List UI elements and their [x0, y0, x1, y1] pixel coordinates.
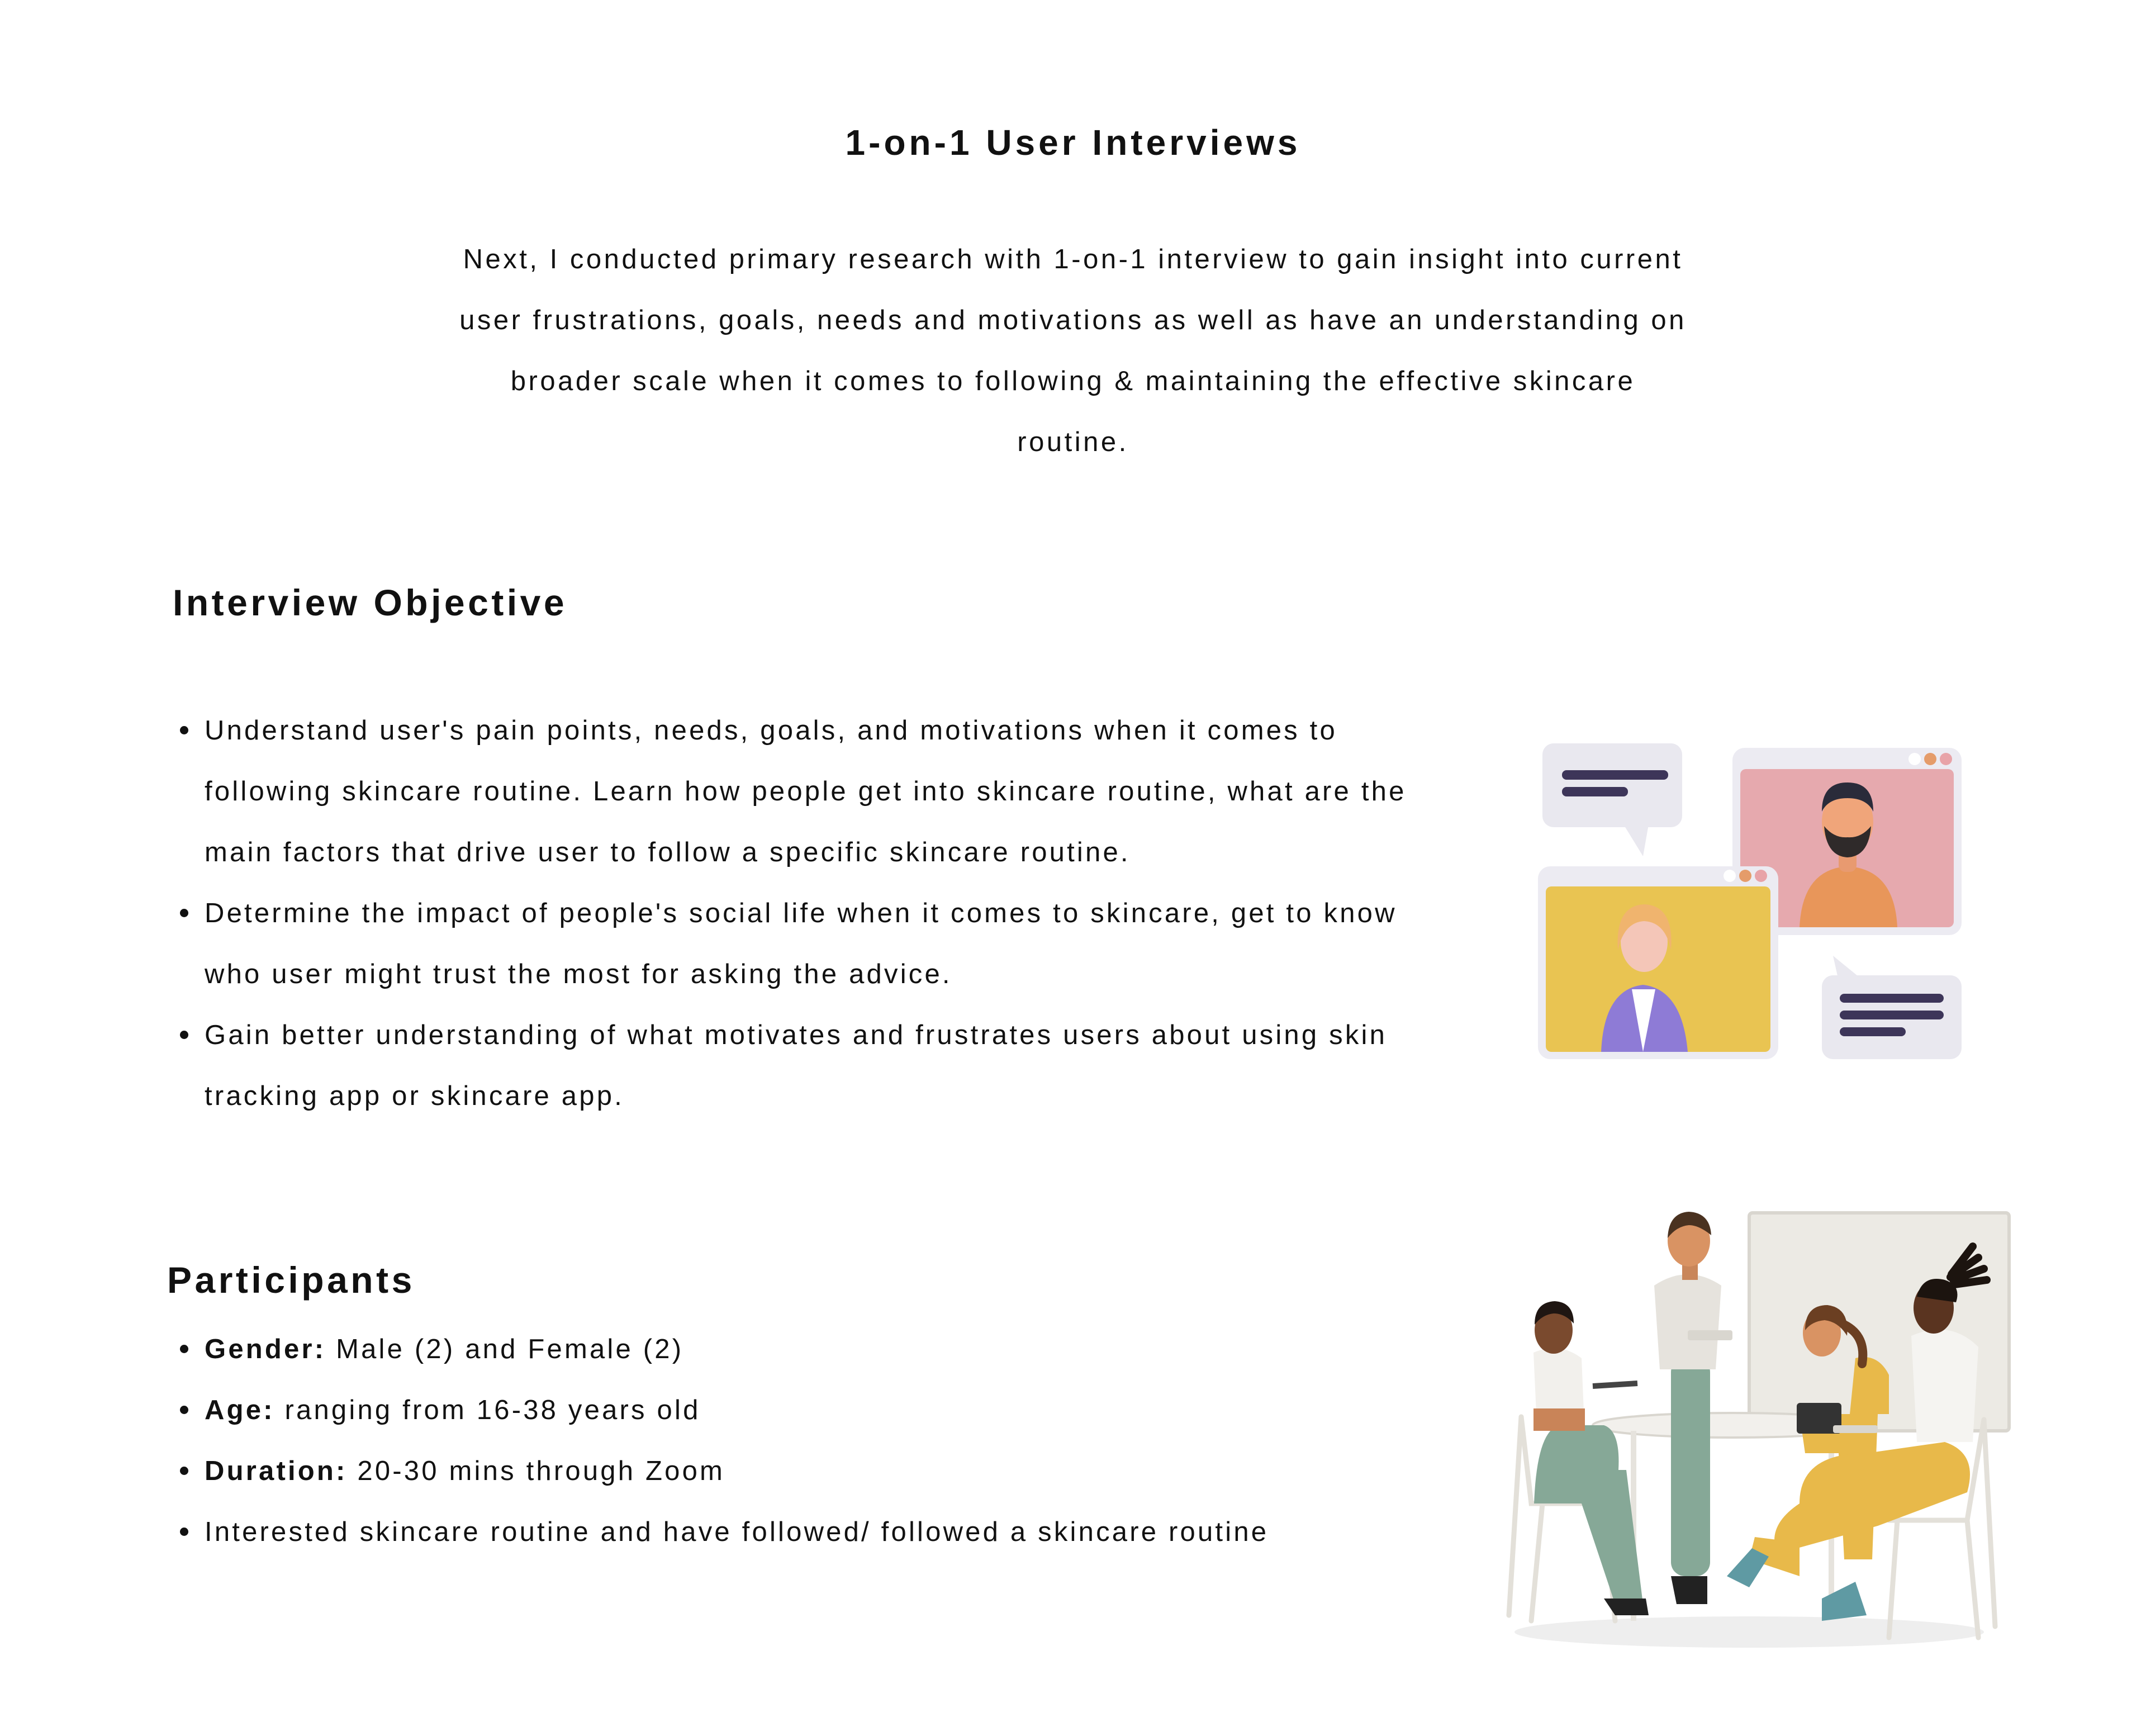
objective-item — [172, 883, 1457, 1005]
objective-heading: Interview Objective — [173, 582, 568, 623]
objective-item — [172, 700, 1457, 883]
intro-line: routine. — [1017, 427, 1129, 457]
bullet-icon — [180, 1467, 188, 1475]
intro-paragraph — [436, 229, 1710, 473]
participant-item — [172, 1441, 1569, 1502]
objective-item-text: Gain better understanding of what motivates and frustrates users about using skin tracking app or skincare app. — [205, 1020, 1388, 1111]
bullet-icon — [180, 726, 188, 734]
participants-heading: Participants — [167, 1259, 415, 1301]
participant-label: Gender: — [205, 1334, 326, 1364]
participant-value: Interested skincare routine and have followed/ followed a skincare routine — [205, 1517, 1269, 1547]
participants-list — [172, 1319, 1569, 1563]
person-standing — [1654, 1212, 1732, 1604]
team-meeting-illustration — [1487, 1190, 2023, 1654]
objective-item-text: Determine the impact of people's social life when it comes to skincare, get to know who user might trust the most for asking the advice. — [205, 898, 1397, 989]
bullet-icon — [180, 1031, 188, 1039]
intro-line: Next, I conducted primary research with 1-on-1 interview to gain insight into current — [463, 244, 1683, 274]
intro-line: broader scale when it comes to following & maintaining the effective skincare — [510, 366, 1636, 396]
bullet-icon — [180, 1345, 188, 1353]
participant-item — [172, 1319, 1569, 1380]
participant-item — [172, 1502, 1569, 1563]
participant-label: Age: — [205, 1395, 275, 1425]
participant-item — [172, 1380, 1569, 1441]
participant-label: Duration: — [205, 1456, 348, 1486]
page-title: 1-on-1 User Interviews — [845, 122, 1301, 163]
intro-line: user frustrations, goals, needs and motivations as well as have an understanding on — [459, 305, 1687, 335]
bullet-icon — [180, 1406, 188, 1414]
video-window-yellow — [1538, 866, 1778, 1059]
video-call-illustration — [1526, 727, 1973, 1062]
objective-item-text: Understand user's pain points, needs, goals, and motivations when it comes to following skincare routine. Learn how people get into skincare routine, what are the main factors that drive user to follow a specific skincare routine. — [205, 715, 1407, 867]
participant-value: 20-30 mins through Zoom — [347, 1456, 725, 1486]
bullet-icon — [180, 909, 188, 917]
participant-value: Male (2) and Female (2) — [326, 1334, 684, 1364]
participant-value: ranging from 16-38 years old — [274, 1395, 701, 1425]
speech-bubble-icon — [1542, 743, 1682, 856]
objective-list — [172, 700, 1457, 1127]
speech-bubble-icon — [1822, 956, 1962, 1059]
bullet-icon — [180, 1528, 188, 1536]
objective-item — [172, 1005, 1457, 1127]
